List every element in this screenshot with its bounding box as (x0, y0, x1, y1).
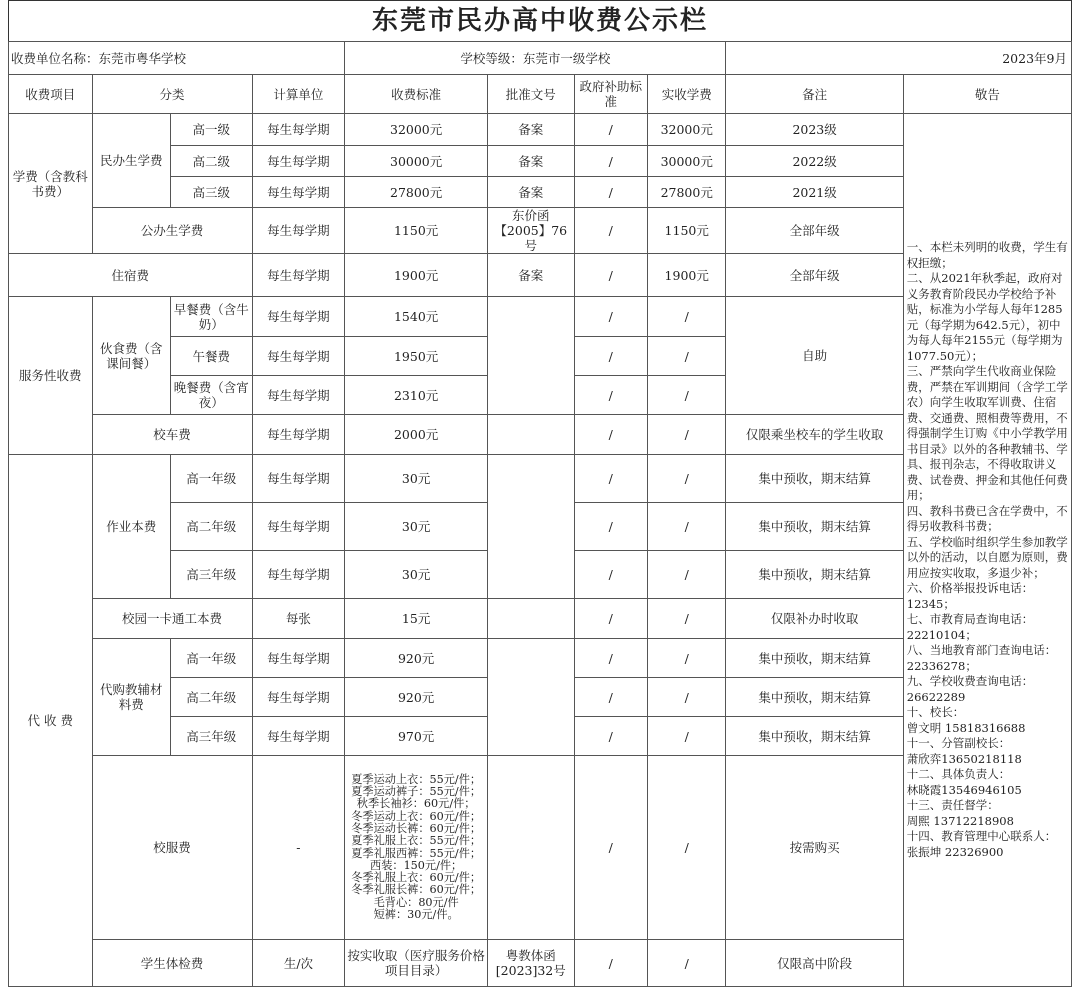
public-tuition-label: 公办生学费 (92, 208, 252, 254)
remark-cell: 集中预收，期末结算 (726, 639, 903, 678)
approval-cell: 备案 (487, 114, 574, 146)
subsidy-cell: / (574, 415, 647, 455)
subsidy-cell: / (574, 717, 647, 756)
unit-cell: 每生每学期 (252, 503, 345, 551)
subsidy-cell: / (574, 208, 647, 254)
approval-cell (487, 756, 574, 940)
subsidy-cell: / (574, 678, 647, 717)
grade-cell: 高二级 (171, 146, 253, 177)
header-subsidy: 政府补助标准 (574, 75, 647, 114)
remark-cell: 集中预收，期末结算 (726, 678, 903, 717)
material-label: 代购教辅材料费 (92, 639, 170, 756)
standard-cell: 30000元 (345, 146, 488, 177)
grade-cell: 高二年级 (171, 678, 253, 717)
subsidy-cell: / (574, 114, 647, 146)
standard-cell: 27800元 (345, 177, 488, 208)
remark-cell: 全部年级 (726, 208, 903, 254)
unit-cell: 每生每学期 (252, 639, 345, 678)
approval-cell: 备案 (487, 254, 574, 297)
subsidy-cell: / (574, 599, 647, 639)
actual-cell: 32000元 (647, 114, 725, 146)
school-level: 学校等级：东莞市一级学校 (345, 42, 726, 75)
publish-date: 2023年9月 (726, 42, 1072, 75)
card-label: 校园一卡通工本费 (92, 599, 252, 639)
approval-cell: 备案 (487, 146, 574, 177)
grade-cell: 高一级 (171, 114, 253, 146)
meal-name: 午餐费 (171, 337, 253, 376)
approval-cell (487, 639, 574, 756)
unit-cell: 每张 (252, 599, 345, 639)
approval-cell (487, 415, 574, 455)
standard-cell: 2310元 (345, 376, 488, 415)
subsidy-cell: / (574, 551, 647, 599)
actual-cell: / (647, 551, 725, 599)
actual-cell: / (647, 639, 725, 678)
remark-cell: 2022级 (726, 146, 903, 177)
unit-cell: 每生每学期 (252, 551, 345, 599)
approval-cell (487, 599, 574, 639)
actual-cell: 1150元 (647, 208, 725, 254)
meal-name: 晚餐费（含宵夜） (171, 376, 253, 415)
private-tuition-label: 民办生学费 (92, 114, 170, 208)
standard-cell: 30元 (345, 551, 488, 599)
standard-cell: 920元 (345, 678, 488, 717)
remark-cell: 仅限乘坐校车的学生收取 (726, 415, 903, 455)
standard-cell: 970元 (345, 717, 488, 756)
homework-label: 作业本费 (92, 455, 170, 599)
header-remark: 备注 (726, 75, 903, 114)
unit-cell: 每生每学期 (252, 678, 345, 717)
page-title: 东莞市民办高中收费公示栏 (8, 0, 1072, 41)
remark-cell: 按需购买 (726, 756, 903, 940)
unit-cell: 每生每学期 (252, 717, 345, 756)
header-actual: 实收学费 (647, 75, 725, 114)
actual-cell: 1900元 (647, 254, 725, 297)
unit-cell: 每生每学期 (252, 208, 345, 254)
actual-cell: / (647, 503, 725, 551)
header-unit: 计算单位 (252, 75, 345, 114)
subsidy-cell: / (574, 639, 647, 678)
unit-cell: 每生每学期 (252, 376, 345, 415)
subsidy-cell: / (574, 254, 647, 297)
meal-name: 早餐费（含牛奶） (171, 297, 253, 337)
actual-cell: / (647, 297, 725, 337)
standard-cell: 920元 (345, 639, 488, 678)
grade-cell: 高二年级 (171, 503, 253, 551)
actual-cell: / (647, 599, 725, 639)
unit-cell: 每生每学期 (252, 146, 345, 177)
remark-cell: 集中预收，期末结算 (726, 455, 903, 503)
standard-cell: 1150元 (345, 208, 488, 254)
subsidy-cell: / (574, 146, 647, 177)
subsidy-cell: / (574, 756, 647, 940)
remark-cell: 2023级 (726, 114, 903, 146)
grade-cell: 高一年级 (171, 639, 253, 678)
meal-label: 伙食费（含课间餐） (92, 297, 170, 415)
subsidy-cell: / (574, 376, 647, 415)
actual-cell: 27800元 (647, 177, 725, 208)
remark-cell: 自助 (726, 297, 903, 415)
standard-cell: 1540元 (345, 297, 488, 337)
uniform-price-list: 夏季运动上衣：55元/件； 夏季运动裤子：55元/件； 秋季长袖衫：60元/件； 冬季运动上衣：60元/件； 冬季运动长裤：60元/件； 夏季礼服上衣：55元/件； 夏季礼服西裤：55元/件； 西装：150元/件； 冬季礼服上衣：60元/件； 冬季礼服长裤：60元/件； 毛背心：80元/件 短裤：30元/件。 (345, 756, 488, 940)
approval-cell: 东价函【2005】76号 (487, 208, 574, 254)
approval-cell: 粤教体函[2023]32号 (487, 940, 574, 987)
service-category: 服务性收费 (9, 297, 93, 455)
actual-cell: / (647, 940, 725, 987)
remark-cell: 全部年级 (726, 254, 903, 297)
subsidy-cell: / (574, 940, 647, 987)
approval-cell: 备案 (487, 177, 574, 208)
standard-cell: 1900元 (345, 254, 488, 297)
grade-cell: 高三级 (171, 177, 253, 208)
unit-cell: 每生每学期 (252, 337, 345, 376)
remark-cell: 集中预收，期末结算 (726, 717, 903, 756)
unit-cell: 每生每学期 (252, 177, 345, 208)
actual-cell: / (647, 337, 725, 376)
header-category: 分类 (92, 75, 252, 114)
approval-cell (487, 297, 574, 415)
school-unit: 收费单位名称：东莞市粤华学校 (9, 42, 345, 75)
exam-label: 学生体检费 (92, 940, 252, 987)
fee-table (8, 41, 1072, 987)
subsidy-cell: / (574, 337, 647, 376)
unit-cell: 生/次 (252, 940, 345, 987)
standard-cell: 32000元 (345, 114, 488, 146)
remark-cell: 集中预收，期末结算 (726, 503, 903, 551)
unit-cell: 每生每学期 (252, 455, 345, 503)
actual-cell: / (647, 455, 725, 503)
tuition-category: 学费（含教科书费） (9, 114, 93, 254)
header-standard: 收费标准 (345, 75, 488, 114)
unit-cell: 每生每学期 (252, 114, 345, 146)
unit-cell: - (252, 756, 345, 940)
remark-cell: 2021级 (726, 177, 903, 208)
standard-cell: 30元 (345, 455, 488, 503)
subsidy-cell: / (574, 455, 647, 503)
info-row (9, 42, 1072, 75)
bus-label: 校车费 (92, 415, 252, 455)
subsidy-cell: / (574, 177, 647, 208)
header-notice: 敬告 (903, 75, 1071, 114)
header-approval: 批准文号 (487, 75, 574, 114)
header-row (9, 75, 1072, 114)
unit-cell: 每生每学期 (252, 254, 345, 297)
lodging-label: 住宿费 (9, 254, 253, 297)
table-row (9, 114, 1072, 146)
subsidy-cell: / (574, 297, 647, 337)
uniform-label: 校服费 (92, 756, 252, 940)
grade-cell: 高三年级 (171, 551, 253, 599)
standard-cell: 15元 (345, 599, 488, 639)
grade-cell: 高一年级 (171, 455, 253, 503)
notice-text: 一、本栏未列明的收费，学生有权拒缴； 二、从2021年秋季起，政府对义务教育阶段民办学校给予补贴，标准为小学每人每年1285元（每学期为642.5元），初中为每人每年2155元（每学期为1077.50元）； 三、严禁向学生代收商业保险费，严禁在军训期间（含学工学农）向学生收取军训费、住宿费、交通费、照相费等费用，不得强制学生订购《中小学教学用书目录》以外的各种教辅书、学具、报刊杂志，不得收取讲义费、试卷费、押金和其他任何费用； 四、教科书费已含在学费中，不得另收教科书费； 五、学校临时组织学生参加教学以外的活动，以自愿为原则，费用应按实收取，多退少补； 六、价格举报投诉电话：12345； 七、市教育局查询电话：22210104； 八、当地教育部门查询电话：22336278； 九、学校收费查询电话：26622289 十、校长： 曾文明 15818316688 十一、分管副校长： 萧欣弈13650218118 十二、具体负责人： 林晓霞13546946105 十三、责任督学： 周熙 13712218908 十四、教育管理中心联系人： 张振坤 22326900 (903, 114, 1071, 987)
remark-cell: 仅限高中阶段 (726, 940, 903, 987)
actual-cell: / (647, 756, 725, 940)
unit-cell: 每生每学期 (252, 415, 345, 455)
unit-cell: 每生每学期 (252, 297, 345, 337)
actual-cell: 30000元 (647, 146, 725, 177)
standard-cell: 按实收取（医疗服务价格项目目录） (345, 940, 488, 987)
actual-cell: / (647, 678, 725, 717)
subsidy-cell: / (574, 503, 647, 551)
remark-cell: 仅限补办时收取 (726, 599, 903, 639)
agency-category: 代 收 费 (9, 455, 93, 987)
actual-cell: / (647, 717, 725, 756)
remark-cell: 集中预收，期末结算 (726, 551, 903, 599)
standard-cell: 30元 (345, 503, 488, 551)
approval-cell (487, 455, 574, 599)
standard-cell: 1950元 (345, 337, 488, 376)
header-item: 收费项目 (9, 75, 93, 114)
actual-cell: / (647, 415, 725, 455)
actual-cell: / (647, 376, 725, 415)
grade-cell: 高三年级 (171, 717, 253, 756)
standard-cell: 2000元 (345, 415, 488, 455)
